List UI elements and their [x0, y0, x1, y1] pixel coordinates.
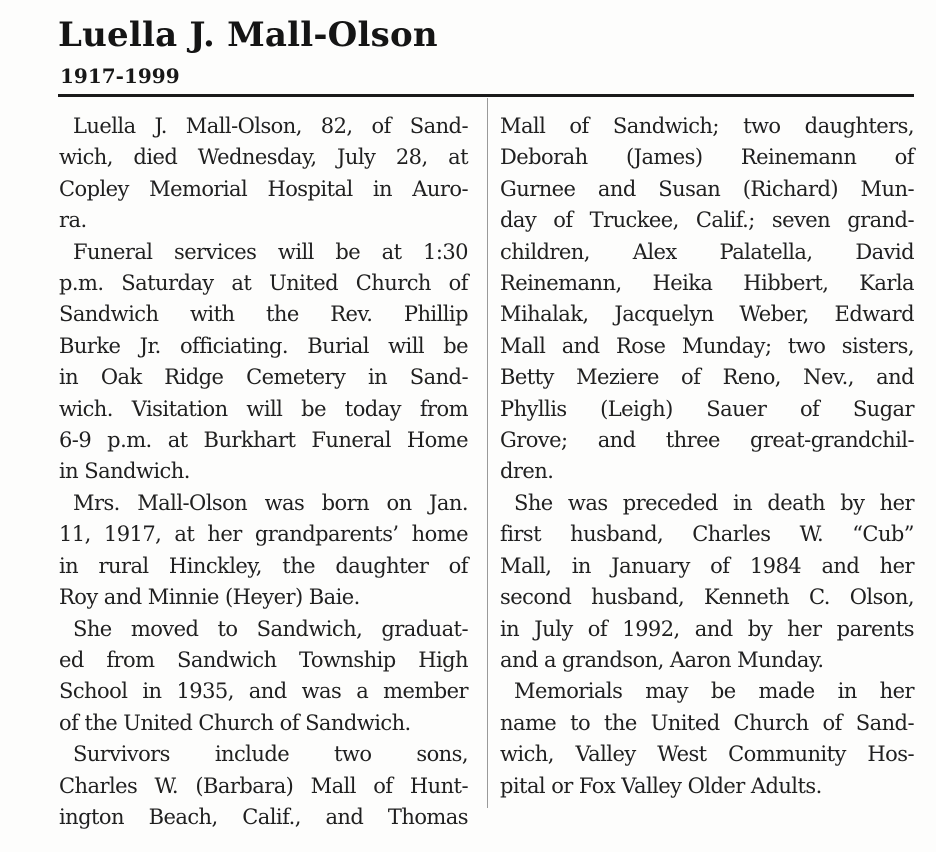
text-line: wich. Visitation will be today from	[59, 396, 468, 421]
column-divider	[487, 98, 488, 808]
text-line: name to the United Church of Sand-	[500, 710, 914, 735]
text-line: in Oak Ridge Cemetery in Sand-	[59, 365, 468, 390]
text-line: dren.	[500, 459, 554, 484]
text-line: in Sandwich.	[59, 459, 190, 484]
obituary-name-headline: Luella J. Mall-Olson	[58, 15, 438, 55]
text-line: She moved to Sandwich, graduat-	[73, 616, 468, 641]
text-line: School in 1935, and was a member	[59, 679, 468, 704]
text-line: in rural Hinckley, the daughter of	[59, 553, 468, 578]
text-line: wich, died Wednesday, July 28, at	[59, 145, 468, 170]
text-line: Survivors include two sons,	[73, 742, 468, 767]
text-line: Burke Jr. officiating. Burial will be	[59, 333, 468, 358]
text-line: first husband, Charles W. “Cub”	[500, 522, 914, 547]
text-line: Funeral services will be at 1:30	[73, 239, 468, 264]
text-line: Grove; and three great-grandchil-	[500, 428, 914, 453]
text-line: Mall, in January of 1984 and her	[500, 553, 914, 578]
text-line: Betty Meziere of Reno, Nev., and	[500, 365, 914, 390]
paragraph-funeral-services	[59, 237, 468, 488]
text-line: p.m. Saturday at United Church of	[59, 271, 468, 296]
text-line: ra.	[59, 208, 87, 233]
text-line: in July of 1992, and by her parents	[500, 616, 914, 641]
text-line: Memorials may be made in her	[514, 679, 914, 704]
text-line: pital or Fox Valley Older Adults.	[500, 773, 822, 798]
text-line: Copley Memorial Hospital in Auro-	[59, 176, 468, 201]
text-line: Sandwich with the Rev. Phillip	[59, 302, 468, 327]
text-line: ed from Sandwich Township High	[59, 647, 468, 672]
paragraph-birth	[59, 488, 468, 614]
text-line: Mihalak, Jacquelyn Weber, Edward	[500, 302, 914, 327]
text-line: children, Alex Palatella, David	[500, 239, 914, 264]
text-line: Charles W. (Barbara) Mall of Hunt-	[59, 773, 468, 798]
text-line: Gurnee and Susan (Richard) Mun-	[500, 176, 914, 201]
paragraph-education	[59, 614, 468, 740]
text-line: Roy and Minnie (Heyer) Baie.	[59, 585, 360, 610]
text-line: day of Truckee, Calif.; seven grand-	[500, 208, 914, 233]
text-line: Mall and Rose Munday; two sisters,	[500, 333, 914, 358]
text-line: and a grandson, Aaron Munday.	[500, 647, 824, 672]
text-line: She was preceded in death by her	[514, 490, 914, 515]
paragraph-memorials	[500, 676, 914, 802]
text-line: Deborah (James) Reinemann of	[500, 145, 914, 170]
left-column	[59, 111, 468, 833]
text-line: 6-9 p.m. at Burkhart Funeral Home	[59, 428, 468, 453]
text-line: of the United Church of Sandwich.	[59, 710, 411, 735]
text-line: 11, 1917, at her grandparents’ home	[59, 522, 468, 547]
text-line: second husband, Kenneth C. Olson,	[500, 585, 914, 610]
text-line: Mrs. Mall-Olson was born on Jan.	[73, 490, 468, 515]
text-line: Reinemann, Heika Hibbert, Karla	[500, 271, 914, 296]
text-line: Luella J. Mall-Olson, 82, of Sand-	[73, 114, 468, 138]
paragraph-death-notice	[59, 111, 468, 237]
headline-rule	[58, 94, 914, 97]
text-line: wich, Valley West Community Hos-	[500, 742, 914, 767]
text-line: Phyllis (Leigh) Sauer of Sugar	[500, 396, 914, 421]
paragraph-survivors	[59, 739, 468, 833]
obituary-years: 1917-1999	[60, 64, 180, 88]
paragraph-survivors-continued	[500, 111, 914, 488]
text-line: ington Beach, Calif., and Thomas	[59, 804, 468, 829]
text-line: Mall of Sandwich; two daughters,	[500, 114, 914, 138]
right-column	[500, 111, 914, 802]
paragraph-preceded-in-death	[500, 488, 914, 676]
